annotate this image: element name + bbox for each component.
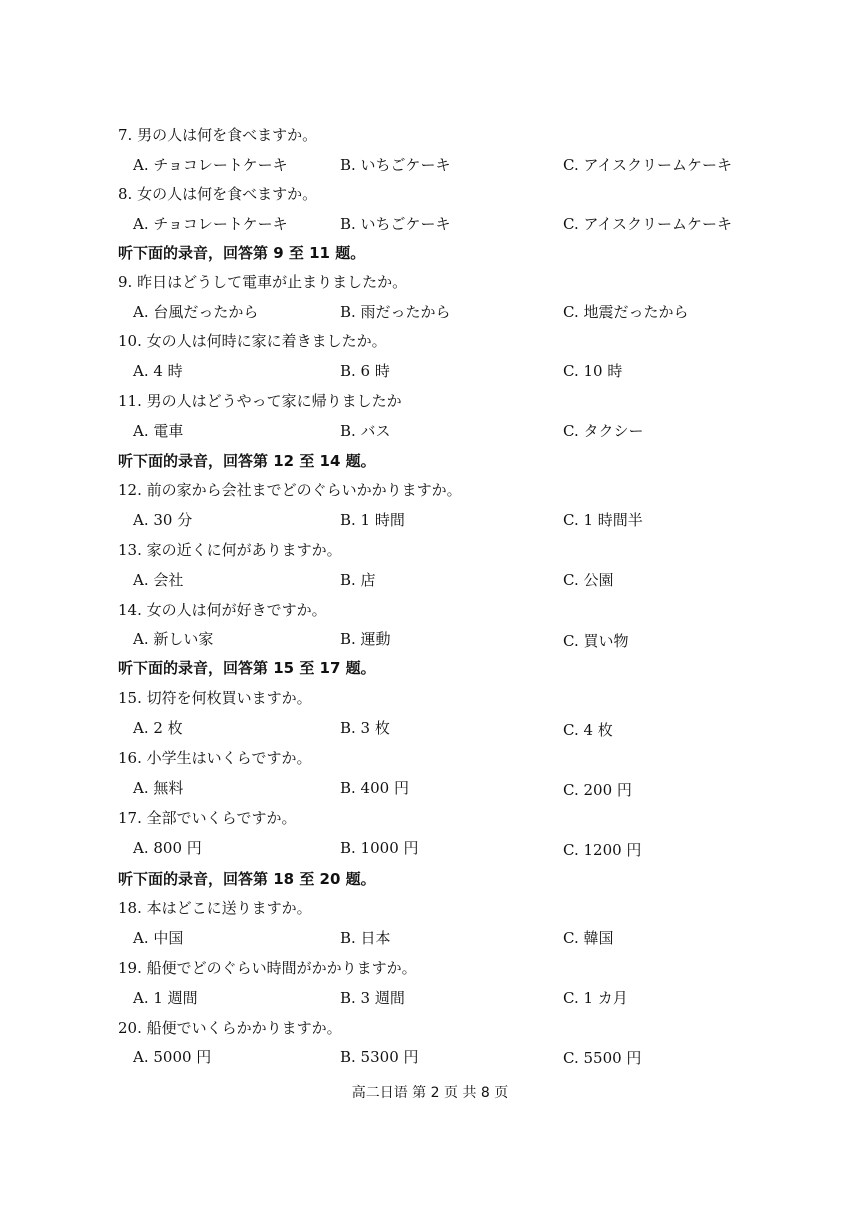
option-c: C. 地震だったから <box>563 303 689 321</box>
option-b: B. 運動 <box>340 630 391 648</box>
option-b: B. いちごケーキ <box>340 215 451 233</box>
option-b: B. 5300 円 <box>340 1048 419 1066</box>
option-b: B. 1000 円 <box>340 839 419 857</box>
option-c: C. 1 時間半 <box>563 511 643 529</box>
section-heading: 听下面的录音，回答第 12 至 14 题。 <box>118 452 376 470</box>
option-a: A. 2 枚 <box>133 719 183 737</box>
option-a: A. チョコレートケーキ <box>133 215 288 233</box>
option-c: C. 公園 <box>563 571 614 589</box>
option-c: C. 1200 円 <box>563 841 642 859</box>
question-18 <box>118 898 312 918</box>
section-heading: 听下面的录音，回答第 18 至 20 题。 <box>118 870 376 888</box>
question-15 <box>118 688 312 708</box>
question-number: 13. <box>118 541 142 559</box>
option-c: C. 1 カ月 <box>563 989 628 1007</box>
option-a: A. 800 円 <box>133 839 202 857</box>
option-a: A. 無料 <box>133 779 184 797</box>
page-footer: 高二日语 第 2 页 共 8 页 <box>351 1085 509 1101</box>
question-number: 10. <box>118 332 142 350</box>
option-a: A. 電車 <box>133 422 184 440</box>
option-c: C. 5500 円 <box>563 1049 642 1067</box>
question-number: 17. <box>118 809 142 827</box>
option-b: B. 400 円 <box>340 779 409 797</box>
question-number: 11. <box>118 392 142 410</box>
option-c: C. アイスクリームケーキ <box>563 215 732 233</box>
question-text: 女の人は何が好きですか。 <box>146 601 327 619</box>
question-text: 男の人は何を食べますか。 <box>137 126 318 144</box>
option-c: C. 買い物 <box>563 632 629 650</box>
question-text: 女の人は何を食べますか。 <box>137 185 318 203</box>
option-a: A. 台風だったから <box>133 303 259 321</box>
section-heading: 听下面的录音，回答第 15 至 17 题。 <box>118 659 376 677</box>
question-text: 本はどこに送りますか。 <box>146 899 312 917</box>
option-c: C. 10 時 <box>563 362 623 380</box>
question-number: 9. <box>118 273 133 291</box>
option-a: A. 5000 円 <box>133 1048 212 1066</box>
section-heading: 听下面的录音，回答第 9 至 11 题。 <box>118 244 366 262</box>
option-b: B. 雨だったから <box>340 303 451 321</box>
question-text: 切符を何枚買いますか。 <box>146 689 312 707</box>
question-12 <box>118 480 462 500</box>
question-number: 19. <box>118 959 142 977</box>
option-a: A. 会社 <box>133 571 184 589</box>
question-text: 昨日はどうして電車が止まりましたか。 <box>137 273 408 291</box>
question-8 <box>118 184 317 204</box>
question-number: 12. <box>118 481 142 499</box>
option-b: B. 3 週間 <box>340 989 405 1007</box>
question-text: 男の人はどうやって家に帰りましたか <box>146 392 402 410</box>
question-text: 前の家から会社までどのぐらいかかりますか。 <box>146 481 462 499</box>
question-number: 20. <box>118 1019 142 1037</box>
question-10 <box>118 331 387 351</box>
option-b: B. 店 <box>340 571 376 589</box>
option-b: B. 日本 <box>340 929 391 947</box>
option-a: A. 30 分 <box>133 511 193 529</box>
option-b: B. バス <box>340 422 391 440</box>
question-text: 女の人は何時に家に着きましたか。 <box>146 332 387 350</box>
question-9 <box>118 272 407 292</box>
question-text: 全部でいくらですか。 <box>146 809 297 827</box>
option-c: C. 4 枚 <box>563 721 613 739</box>
option-c: C. 200 円 <box>563 781 632 799</box>
question-16 <box>118 748 312 768</box>
option-b: B. 1 時間 <box>340 511 405 529</box>
question-text: 小学生はいくらですか。 <box>146 749 312 767</box>
question-13 <box>118 540 342 560</box>
question-text: 家の近くに何がありますか。 <box>146 541 342 559</box>
option-a: A. 中国 <box>133 929 184 947</box>
question-number: 18. <box>118 899 142 917</box>
question-text: 船便でどのぐらい時間がかかりますか。 <box>146 959 417 977</box>
option-a: A. 1 週間 <box>133 989 198 1007</box>
option-a: A. 新しい家 <box>133 630 214 648</box>
question-number: 8. <box>118 185 133 203</box>
question-17 <box>118 808 297 828</box>
question-number: 14. <box>118 601 142 619</box>
question-number: 16. <box>118 749 142 767</box>
question-20 <box>118 1018 342 1038</box>
question-text: 船便でいくらかかりますか。 <box>146 1019 342 1037</box>
option-c: C. 韓国 <box>563 929 614 947</box>
option-a: A. 4 時 <box>133 362 183 380</box>
option-c: C. タクシー <box>563 422 644 440</box>
question-number: 15. <box>118 689 142 707</box>
option-b: B. 6 時 <box>340 362 390 380</box>
question-14 <box>118 600 327 620</box>
question-11 <box>118 391 402 411</box>
question-19 <box>118 958 417 978</box>
option-b: B. いちごケーキ <box>340 156 451 174</box>
option-b: B. 3 枚 <box>340 719 390 737</box>
question-number: 7. <box>118 126 133 144</box>
option-c: C. アイスクリームケーキ <box>563 156 732 174</box>
question-7 <box>118 125 317 145</box>
option-a: A. チョコレートケーキ <box>133 156 288 174</box>
